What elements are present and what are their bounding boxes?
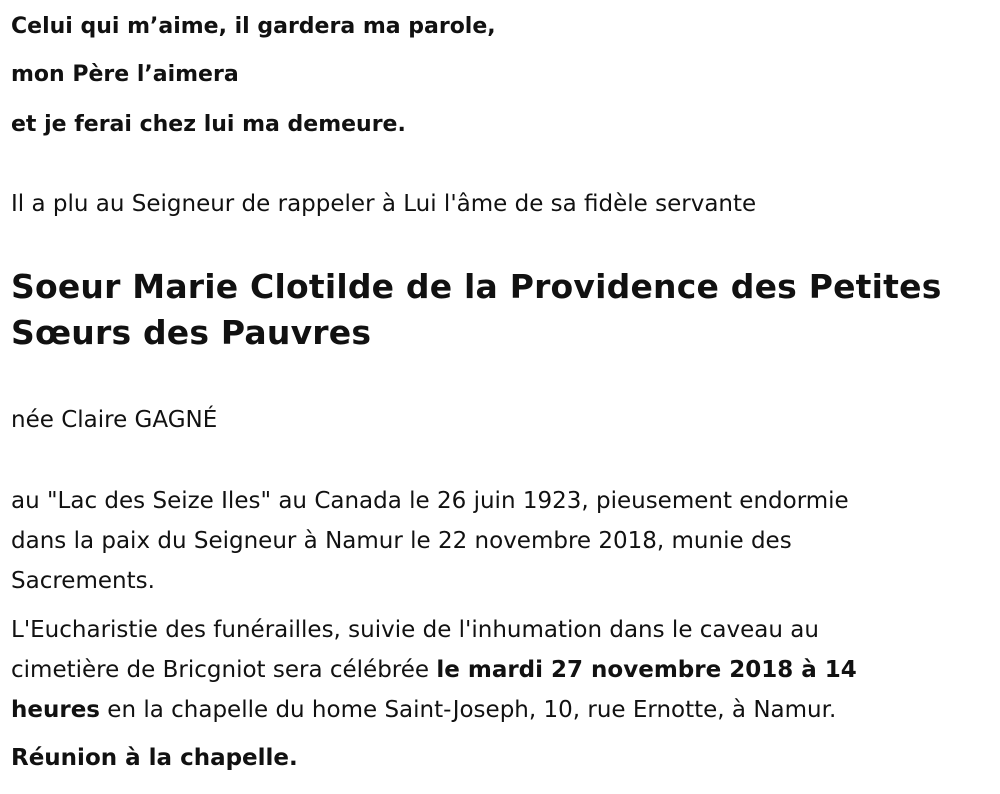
meeting-note: Réunion à la chapelle. [11, 745, 298, 771]
funeral-line-3 [11, 690, 986, 730]
announcement-intro: Il a plu au Seigneur de rappeler à Lui l'âme de sa fidèle servante [11, 191, 757, 217]
funeral-location: en la chapelle du home Saint-Joseph, 10, rue Ernotte, à Namur. [99, 697, 837, 723]
funeral-line-2 [11, 650, 986, 690]
deceased-name-line-2: Sœurs des Pauvres [11, 313, 372, 352]
birth-name: née Claire GAGNÉ [11, 407, 218, 433]
verse-line-3: et je ferai chez lui ma demeure. [11, 112, 406, 137]
funeral-date: le mardi 27 novembre 2018 à 14 [436, 657, 857, 683]
funeral-details [11, 610, 986, 730]
details-line-1: au "Lac des Seize Iles" au Canada le 26 juin 1923, pieusement endormie [11, 488, 849, 514]
verse-line-2: mon Père l’aimera [11, 62, 239, 87]
details-line-2: dans la paix du Seigneur à Namur le 22 novembre 2018, munie des [11, 528, 792, 554]
details-line-3: Sacrements. [11, 568, 155, 594]
birth-death-details [11, 481, 986, 601]
funeral-time: heures [11, 697, 100, 723]
deceased-name-line-1: Soeur Marie Clotilde de la Providence des Petites [11, 267, 942, 306]
deceased-name [11, 264, 986, 356]
funeral-place-text: cimetière de Bricgniot sera célébrée [11, 657, 437, 683]
verse-line-1: Celui qui m’aime, il gardera ma parole, [11, 14, 496, 39]
funeral-line-1: L'Eucharistie des funérailles, suivie de l'inhumation dans le caveau au [11, 617, 819, 643]
